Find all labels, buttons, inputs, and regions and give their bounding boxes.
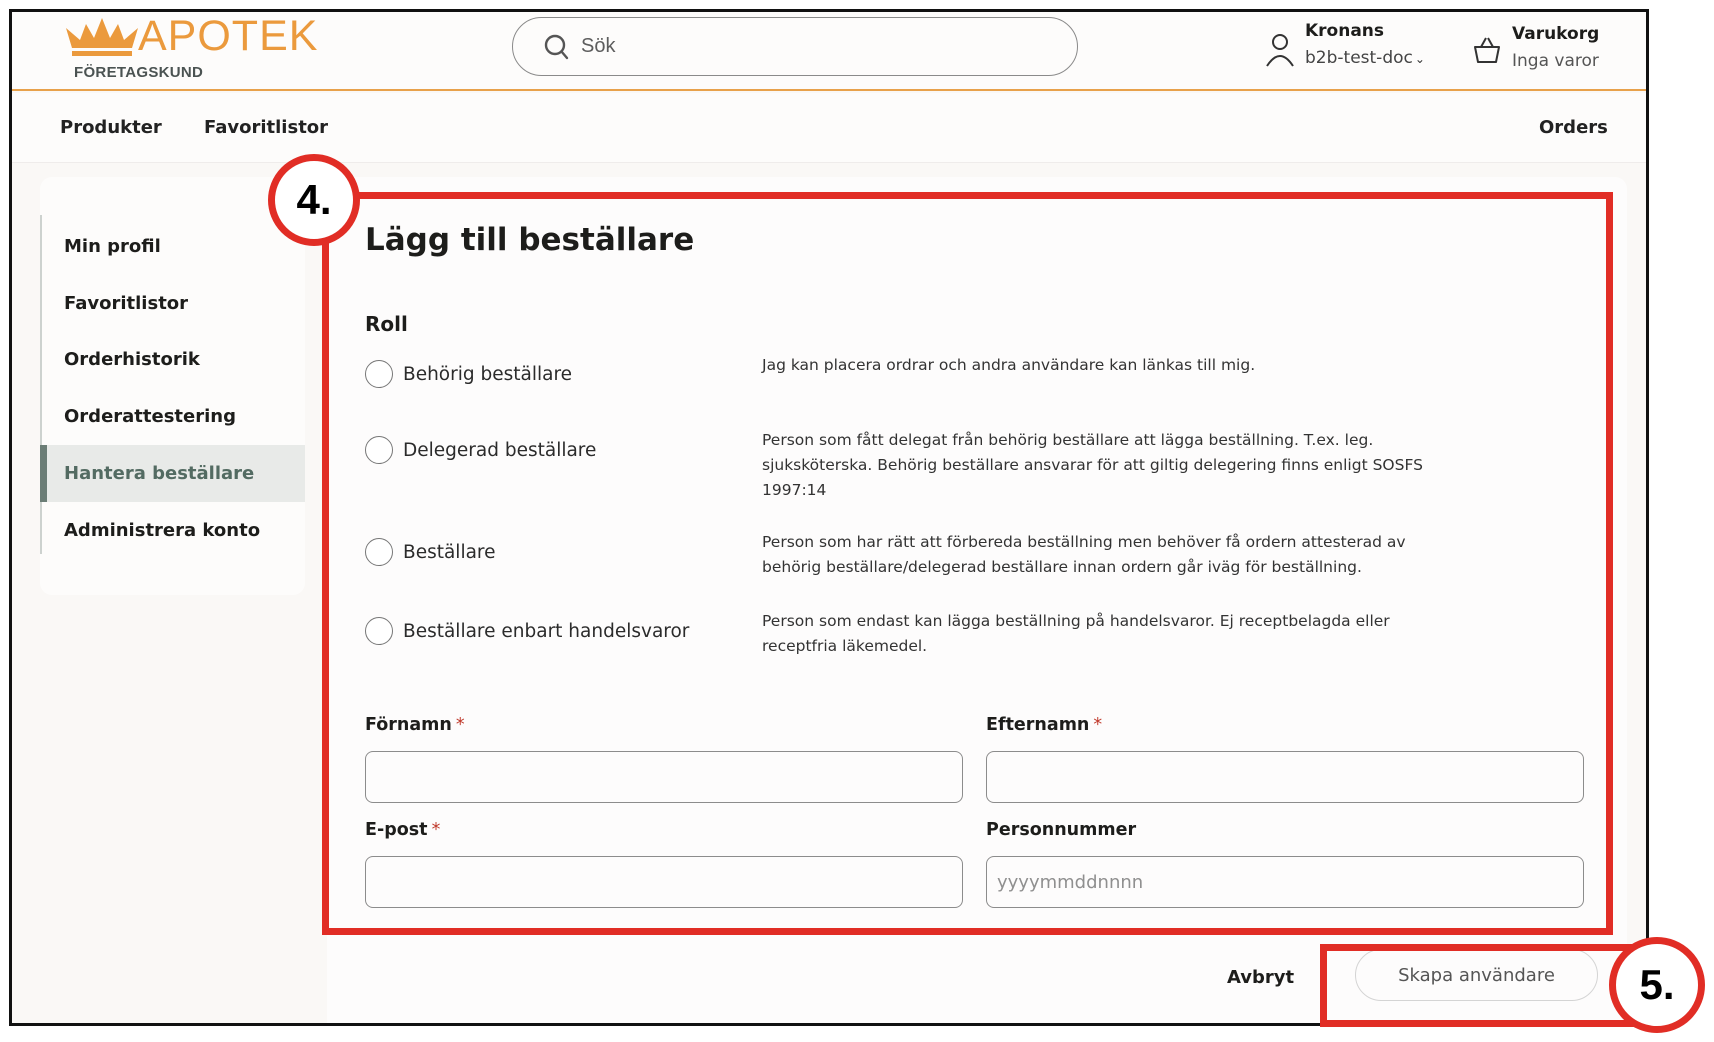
first-name-field[interactable] bbox=[365, 751, 963, 803]
sidebar-item-favoritlistor[interactable]: Favoritlistor bbox=[64, 293, 189, 314]
account-name: Kronans bbox=[1305, 21, 1385, 41]
radio-button[interactable] bbox=[365, 617, 393, 645]
user-icon bbox=[1265, 32, 1295, 68]
cancel-button[interactable]: Avbryt bbox=[1227, 967, 1295, 988]
role-label: Beställare bbox=[403, 541, 496, 563]
sidebar-item-min-profil[interactable]: Min profil bbox=[64, 236, 161, 257]
cart-status: Inga varor bbox=[1512, 51, 1599, 71]
personal-number-field[interactable] bbox=[986, 856, 1584, 908]
search-icon bbox=[543, 33, 571, 61]
role-option-delegerad[interactable] bbox=[365, 436, 596, 464]
sidebar-item-orderattestering[interactable]: Orderattestering bbox=[64, 406, 236, 427]
radio-button[interactable] bbox=[365, 538, 393, 566]
role-description: Jag kan placera ordrar och andra användare kan länkas till mig. bbox=[762, 356, 1256, 374]
logo-subtitle: FÖRETAGSKUND bbox=[74, 64, 204, 81]
annotation-badge-step-4: 4. bbox=[268, 154, 360, 246]
role-option-handelsvaror[interactable] bbox=[365, 617, 689, 645]
browser-frame bbox=[9, 9, 1649, 1026]
cart-title: Varukorg bbox=[1512, 24, 1600, 44]
personal-number-label: Personnummer bbox=[986, 820, 1137, 840]
nav-favoritlistor[interactable]: Favoritlistor bbox=[204, 117, 329, 138]
radio-button[interactable] bbox=[365, 436, 393, 464]
account-username: b2b-test-doc bbox=[1305, 48, 1413, 68]
nav-orders[interactable]: Orders bbox=[1539, 117, 1608, 138]
role-label: Beställare enbart handelsvaror bbox=[403, 620, 690, 642]
last-name-field[interactable] bbox=[986, 751, 1584, 803]
site-header bbox=[12, 12, 1646, 91]
create-user-button[interactable]: Skapa användare bbox=[1355, 949, 1598, 1001]
sidebar-item-hantera-bestallare[interactable]: Hantera beställare bbox=[40, 445, 305, 502]
email-field[interactable] bbox=[365, 856, 963, 908]
required-marker: * bbox=[455, 715, 465, 735]
role-description: Person som har rätt att förbereda beställning men behöver få ordern attesterad av behörig beställare/delegerad beställare innan ordern går iväg för beställning. bbox=[762, 533, 1406, 576]
annotation-badge-step-5: 5. bbox=[1609, 937, 1705, 1033]
radio-button[interactable] bbox=[365, 360, 393, 388]
role-description: Person som endast kan lägga beställning på handelsvaror. Ej receptbelagda eller receptfria läkemedel. bbox=[762, 612, 1390, 655]
account-menu[interactable] bbox=[1265, 18, 1425, 73]
role-label: Delegerad beställare bbox=[403, 439, 597, 461]
search-placeholder: Sök bbox=[581, 35, 616, 57]
crown-icon bbox=[62, 14, 142, 58]
role-heading: Roll bbox=[365, 312, 408, 336]
role-description: Person som fått delegat från behörig beställare att lägga beställning. T.ex. leg. sjuksköterska. Behörig beställare ansvarar för att giltig delegering finns enligt SOSFS 1997:14 bbox=[762, 431, 1423, 499]
role-option-behorig[interactable] bbox=[365, 360, 572, 388]
main-nav bbox=[12, 93, 1646, 163]
sidebar-item-administrera-konto[interactable]: Administrera konto bbox=[64, 520, 261, 541]
chevron-down-icon: ⌄ bbox=[1414, 52, 1425, 66]
add-orderer-panel bbox=[327, 177, 1627, 1026]
nav-produkter[interactable]: Produkter bbox=[60, 117, 162, 138]
required-marker: * bbox=[431, 820, 441, 840]
role-label: Behörig beställare bbox=[403, 363, 573, 385]
required-marker: * bbox=[1093, 715, 1103, 735]
cart-button[interactable] bbox=[1472, 21, 1599, 75]
page-title: Lägg till beställare bbox=[365, 222, 695, 258]
first-name-label: Förnamn * bbox=[365, 715, 465, 735]
search-input[interactable] bbox=[512, 17, 1078, 76]
sidebar-item-orderhistorik[interactable]: Orderhistorik bbox=[64, 349, 200, 370]
email-label: E-post * bbox=[365, 820, 441, 840]
basket-icon bbox=[1472, 35, 1502, 65]
last-name-label: Efternamn * bbox=[986, 715, 1103, 735]
role-option-bestallare[interactable] bbox=[365, 538, 496, 566]
logo-wordmark: APOTEK bbox=[138, 12, 319, 60]
account-sidebar bbox=[40, 177, 305, 595]
form-actions bbox=[327, 947, 1627, 1026]
